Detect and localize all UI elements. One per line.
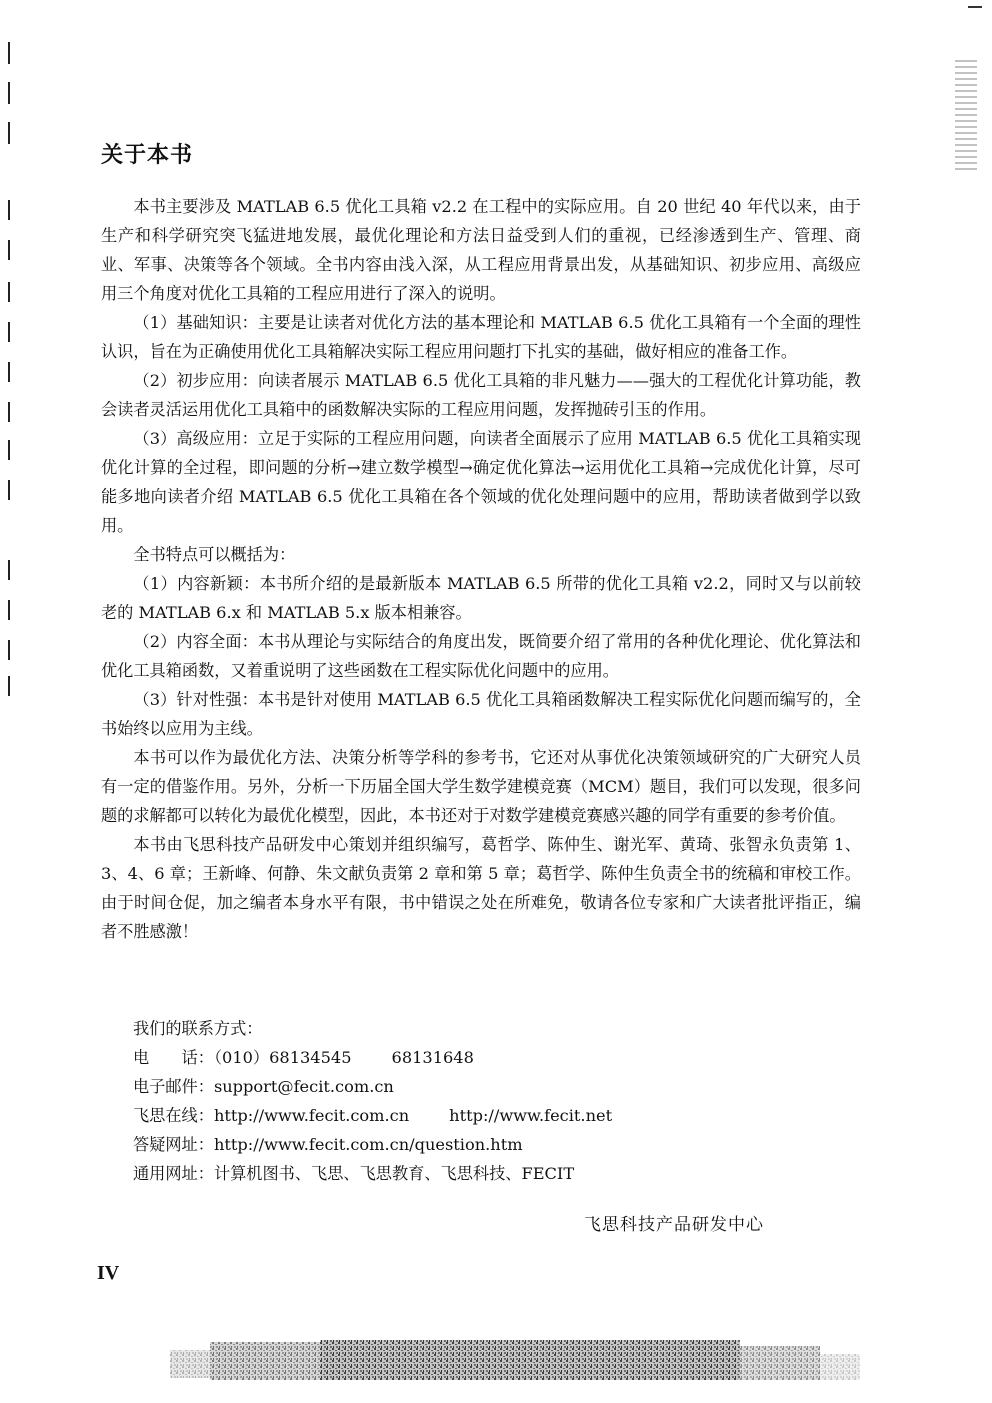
general-keywords: 计算机图书、飞思、飞思教育、飞思科技、FECIT — [213, 1164, 575, 1183]
scan-margin-mark — [8, 82, 10, 104]
paragraph: 全书特点可以概括为： — [133, 545, 296, 564]
scan-margin-mark — [8, 640, 10, 660]
phone-number: （010）68134545 — [213, 1048, 352, 1067]
scan-margin-mark — [8, 560, 10, 580]
scan-margin-mark — [8, 402, 10, 422]
web-label: 飞思在线： — [133, 1106, 214, 1125]
paragraph: （1）基础知识：主要是让读者对优化方法的基本理论和 MATLAB 6.5 优化工具箱有一个全面的理性认识，旨在为正确使用优化工具箱解决实际工程应用问题打下扎实的基础，做好相应的准备工作。 — [101, 313, 861, 361]
contact-general-row — [133, 1159, 612, 1188]
phone-label: 电 话： — [133, 1048, 214, 1067]
scan-margin-mark — [8, 282, 10, 302]
scan-edge-noise — [955, 60, 977, 170]
paragraph: （3）针对性强：本书是针对使用 MATLAB 6.5 优化工具箱函数解决工程实际优化问题而编写的，全书始终以应用为主线。 — [101, 690, 861, 738]
contact-intro: 我们的联系方式： — [133, 1019, 263, 1038]
scan-margin-mark — [8, 240, 10, 260]
paragraph: 本书主要涉及 MATLAB 6.5 优化工具箱 v2.2 在工程中的实际应用。自 20 世纪 40 年代以来，由于生产和科学研究突飞猛进地发展，最优化理论和方法日益受到人们的重视，已经渗透到生产、管理、商业、军事、决策等各个领域。全书内容由浅入深，从工程应用背景出发，从基础知识、初步应用、高级应用三个角度对优化工具箱的工程应用进行了深入的说明。 — [101, 197, 861, 303]
paragraph: 本书由飞思科技产品研发中心策划并组织编写，葛哲学、陈仲生、谢光军、黄琦、张智永负责第 1、3、4、6 章；王新峰、何静、朱文献负责第 2 章和第 5 章；葛哲学、陈仲生负责全书的统稿和审校工作。由于时间仓促，加之编者本身水平有限，书中错误之处在所难免，敬请各位专家和广大读者批评指正，编者不胜感激！ — [101, 835, 861, 941]
paragraph: （1）内容新颖：本书所介绍的是最新版本 MATLAB 6.5 所带的优化工具箱 v2.2，同时又与以前较老的 MATLAB 6.x 和 MATLAB 5.x 版本相兼容。 — [101, 574, 861, 622]
scan-margin-mark — [8, 42, 10, 64]
contact-email-row — [133, 1072, 612, 1101]
scan-margin-mark — [8, 122, 10, 144]
scan-margin-mark — [8, 362, 10, 382]
page-number: IV — [97, 1262, 120, 1284]
general-label: 通用网址： — [133, 1164, 214, 1183]
paragraph: （2）内容全面：本书从理论与实际结合的角度出发，既简要介绍了常用的各种优化理论、优化算法和优化工具箱函数，又着重说明了这些函数在工程实际优化问题中的应用。 — [101, 632, 861, 680]
web-url: http://www.fecit.net — [449, 1106, 613, 1125]
body-text — [101, 192, 861, 946]
qa-url: http://www.fecit.com.cn/question.htm — [213, 1135, 523, 1154]
paragraph: （2）初步应用：向读者展示 MATLAB 6.5 优化工具箱的非凡魅力——强大的工程优化计算功能，教会读者灵活运用优化工具箱中的函数解决实际的工程应用问题，发挥抛砖引玉的作用。 — [101, 371, 861, 419]
scan-corner-mark — [968, 6, 982, 14]
email-label: 电子邮件： — [133, 1077, 214, 1096]
section-heading: 关于本书 — [101, 143, 194, 168]
paragraph: 本书可以作为最优化方法、决策分析等学科的参考书，它还对从事优化决策领域研究的广大研究人员有一定的借鉴作用。另外，分析一下历届全国大学生数学建模竞赛（MCM）题目，我们可以发现，很多问题的求解都可以转化为最优化模型，因此，本书还对于对数学建模竞赛感兴趣的同学有重要的参考价值。 — [101, 748, 861, 825]
contact-phone-row — [133, 1043, 612, 1072]
scan-margin-mark — [8, 676, 10, 696]
scan-noise-strip — [170, 1336, 860, 1382]
paragraph: （3）高级应用：立足于实际的工程应用问题，向读者全面展示了应用 MATLAB 6.5 优化工具箱实现优化计算的全过程，即问题的分析→建立数学模型→确定优化算法→运用优化工具箱→完成优化计算，尽可能多地向读者介绍 MATLAB 6.5 优化工具箱在各个领域的优化处理问题中的应用，帮助读者做到学以致用。 — [101, 429, 861, 535]
contact-web-row — [133, 1101, 612, 1130]
contact-info — [133, 1014, 612, 1188]
contact-qa-row — [133, 1130, 612, 1159]
phone-number: 68131648 — [391, 1048, 474, 1067]
scan-margin-mark — [8, 480, 10, 500]
signature: 飞思科技产品研发中心 — [584, 1215, 764, 1235]
email-address: support@fecit.com.cn — [213, 1077, 394, 1096]
scan-margin-mark — [8, 600, 10, 620]
scan-margin-mark — [8, 440, 10, 460]
qa-label: 答疑网址： — [133, 1135, 214, 1154]
web-url: http://www.fecit.com.cn — [213, 1106, 410, 1125]
scan-margin-mark — [8, 200, 10, 220]
scan-margin-mark — [8, 322, 10, 342]
